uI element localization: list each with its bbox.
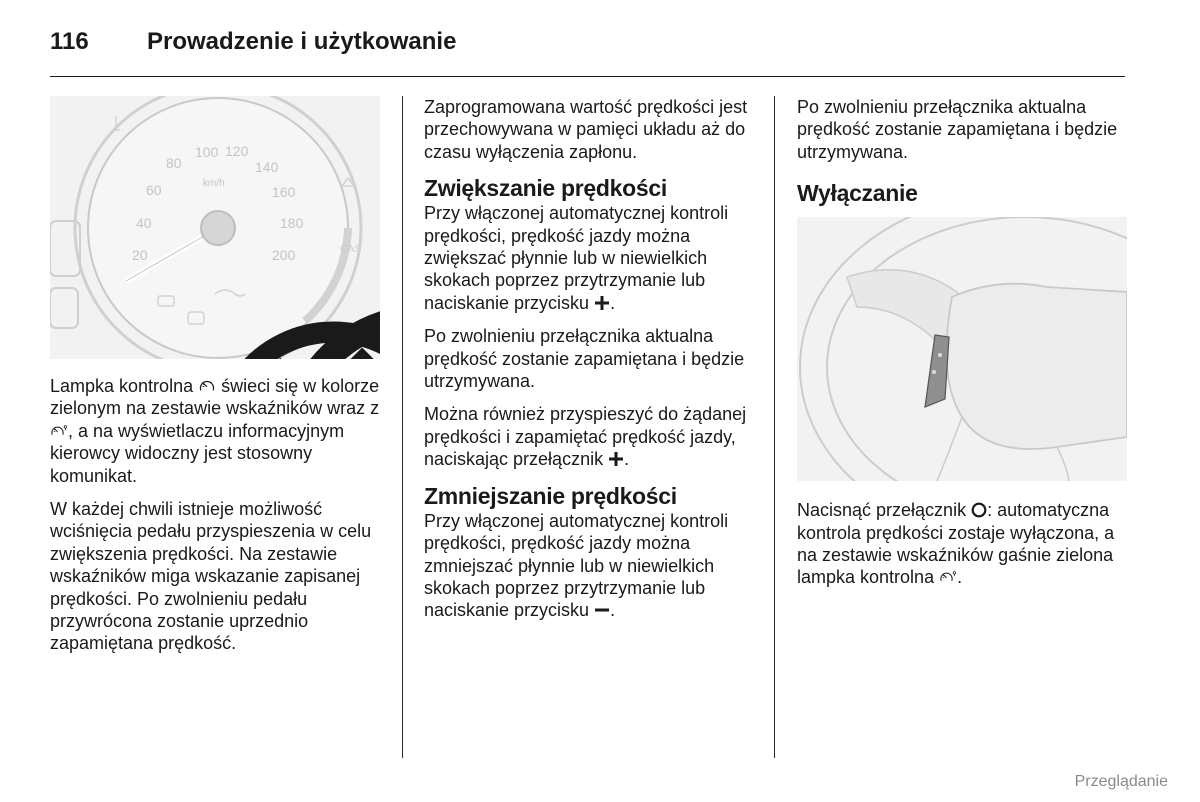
p-off-text-b: : automatyczna kontrola prędkości zostaje wyłączona, a na zestawie wskaźników gaśnie zielona lampka kontrolna [797,500,1115,588]
column-divider-2 [774,96,775,758]
heading-increase-speed: Zwiększanie prędkości [424,175,667,202]
minus-symbol-icon [594,602,610,618]
paragraph-indicator [50,375,385,487]
heading-decrease-speed: Zmniejszanie prędkości [424,482,677,509]
paragraph-increase [424,202,754,314]
speed-scale-20: 20 [132,247,148,263]
speed-scale-120: 120 [225,143,249,159]
column-right [797,96,1127,600]
p4-text-b: . [624,449,630,470]
circle-symbol-icon [971,502,987,518]
cruise-control-icon [198,379,216,393]
p2-text-b: . [610,292,616,313]
plus-symbol-icon [594,295,610,311]
cruise-control-set-icon [50,424,68,438]
p1-text-c: , a na wyświetlaczu informacyjnym kierowcy widoczny jest stosowny komunikat. [50,420,345,486]
paragraph-accelerator: W każdej chwili istnieje możliwość wciśnięcia pedału przyspieszenia w celu zwiększenia prędkości. Na zestawie wskaźników miga wskazanie zapisanej prędkości. Po zwolnieniu pedału przywrócona zostanie uprzednio zapamiętana prędkość. [50,499,372,654]
heading-switch-off: Wyłączanie [797,180,918,207]
paragraph-release: Po zwolnieniu przełącznika aktualna prędkość zostanie zapamiętana i będzie utrzymywana. [424,326,745,392]
speed-unit: km/h [203,178,225,189]
p1-text-a: Lampka kontrolna [50,376,194,396]
p5-text-a: Przy włączonej automatycznej kontroli prędkości, prędkość jazdy można zmniejszać płynnie lub w niewielkich skokach poprzez przytrzymanie lub naciskanie przycisku [424,510,729,621]
speed-scale-140: 140 [255,159,279,175]
column-left [50,96,385,666]
page-number: 116 [50,28,89,55]
p2-text-a: Przy włączonej automatycznej kontroli prędkości, prędkość jazdy można zwiększać płynnie lub w niewielkich skokach poprzez przytrzymanie lub naciskanie przycisku [424,203,729,313]
paragraph-switch-off [797,499,1127,589]
speed-scale-160: 160 [272,184,296,200]
speedometer-illustration [50,96,380,359]
speed-scale-40: 40 [136,215,152,231]
paragraph-decrease [424,510,754,622]
page-title: Prowadzenie i użytkowanie [147,28,457,55]
plus-symbol-icon [608,451,624,467]
paragraph-release-right: Po zwolnieniu przełącznika aktualna prędkość zostanie zapamiętana i będzie utrzymywana. [797,97,1118,162]
speed-scale-100: 100 [195,144,219,160]
speed-scale-80: 80 [166,155,182,171]
p-off-text-c: . [957,567,963,588]
speed-scale-180: 180 [280,215,304,231]
paragraph-accelerate-store [424,403,754,470]
p4-text-a: Można również przyspieszyć do żądanej prędkości i zapamiętać prędkość jazdy, naciskając przełącznik [424,404,747,470]
p-off-text-a: Nacisnąć przełącznik [797,500,967,521]
p1-text-b: świeci się w kolorze zielonym na zestawie wskaźników wraz z [50,376,380,419]
cruise-control-set-icon [939,570,957,584]
paragraph-memory: Zaprogramowana wartość prędkości jest przechowywana w pamięci układu aż do czasu wyłączenia zapłonu. [424,97,748,162]
p5-text-b: . [610,600,616,621]
speed-scale-60: 60 [146,182,162,198]
steering-wheel-illustration [797,217,1127,481]
gas-label: GAS [340,244,362,255]
footer-browse-link[interactable]: Przeglądanie [1074,773,1168,790]
page-header [50,24,1125,77]
column-middle [424,96,754,633]
column-divider-1 [402,96,403,758]
speed-scale-200: 200 [272,247,296,263]
